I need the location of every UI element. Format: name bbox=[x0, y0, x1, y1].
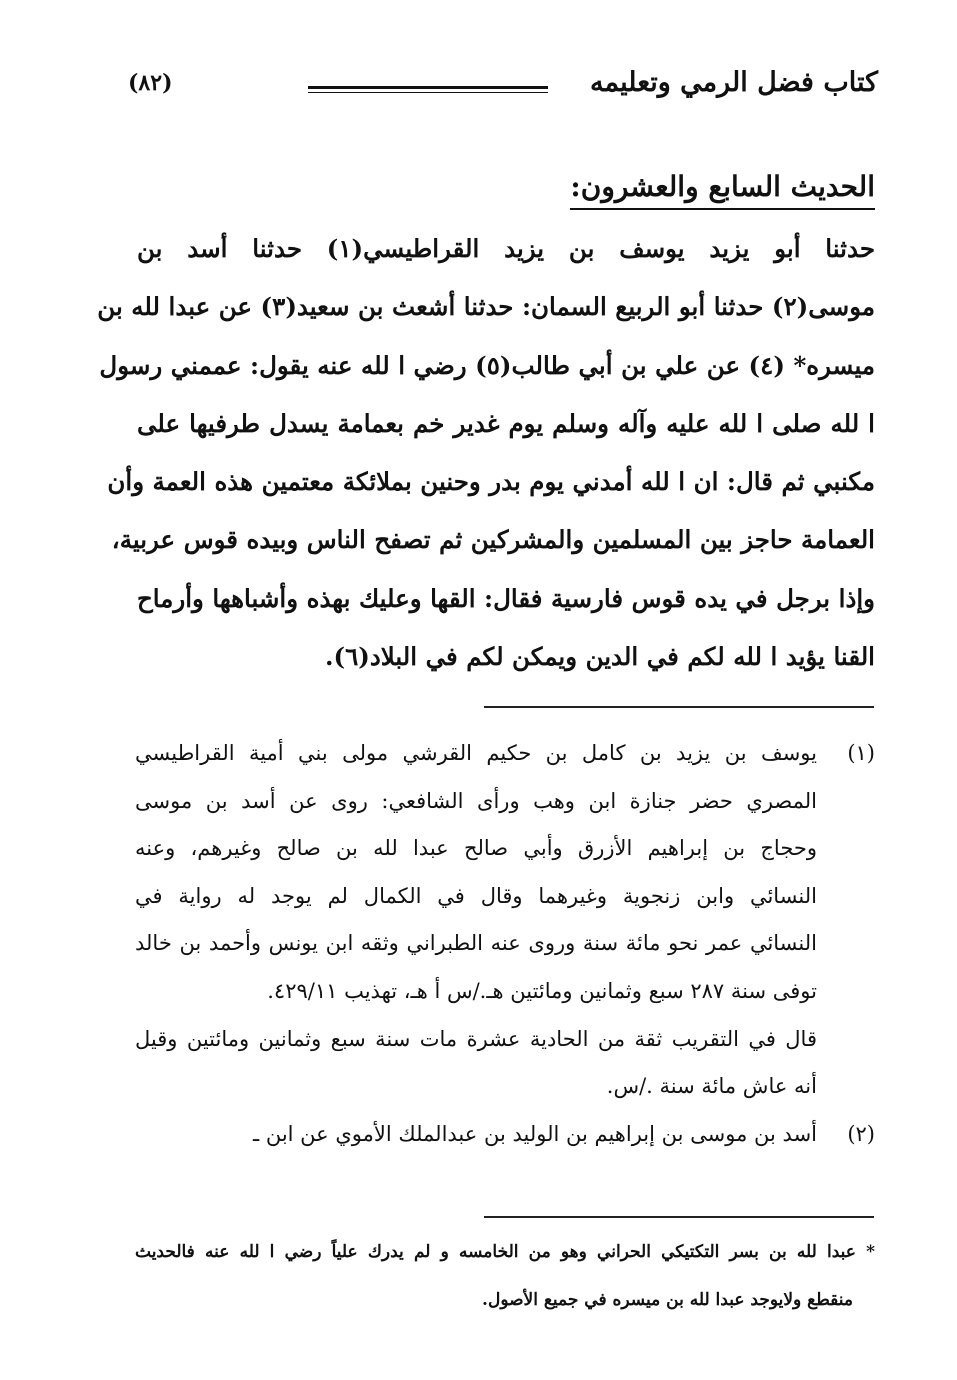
header-rule-thin bbox=[308, 92, 548, 93]
footnote-line: وحجاج بن إبراهيم الأزرق وأبي صالح عبدا لله بن صالح وغيرهم، وعنه bbox=[135, 836, 817, 861]
footnotes bbox=[135, 730, 875, 1158]
book-title: كتاب فضل الرمي وتعليمه bbox=[590, 67, 878, 98]
footnote-number: (١) bbox=[847, 741, 875, 765]
footnote-line: النسائي عمر نحو مائة سنة وروى عنه الطبراني وثقه ابن يونس وأحمد بن خالد bbox=[135, 931, 817, 956]
hadith-line: وإذا برجل في يده قوس فارسية فقال: القها وعليك بهذه وأشباهها وأرماح bbox=[136, 583, 875, 613]
note-separator bbox=[484, 1216, 874, 1218]
editor-note-line: منقطع ولايوجد عبدا لله بن ميسره في جميع الأصول. bbox=[482, 1290, 853, 1310]
page-number: (٨٢) bbox=[128, 70, 173, 96]
header-rule bbox=[308, 86, 548, 89]
footnote-2 bbox=[135, 1111, 875, 1159]
footnote-line: المصري حضر جنازة ابن وهب ورأى الشافعي: روى عن أسد بن موسى bbox=[135, 788, 817, 813]
hadith-line: مكنبي ثم قال: ان ا لله أمدني يوم بدر وحنين بملائكة معتمين هذه العمة وأن bbox=[107, 467, 875, 497]
footnote-separator bbox=[484, 706, 874, 708]
hadith-line: ميسره* (٤) عن علي بن أبي طالب(٥) رضي ا لله عنه يقول: عممني رسول bbox=[99, 350, 875, 380]
footnote-line: قال في التقريب ثقة من الحادية عشرة مات سنة سبع وثمانين ومائتين وقيل bbox=[135, 1026, 817, 1051]
footnote-number: (٢) bbox=[847, 1121, 875, 1146]
section-heading: الحديث السابع والعشرون: bbox=[570, 168, 875, 210]
footnote-line: أسد بن موسى بن إبراهيم بن الوليد بن عبدالملك الأموي عن ابن ـ bbox=[253, 1121, 817, 1146]
hadith-line: حدثنا أبو يزيد يوسف بن يزيد القراطيسي(١) حدثنا أسد بن bbox=[137, 234, 875, 263]
hadith-line: ا لله صلى ا لله عليه وآله وسلم يوم غدير خم بعمامة يسدل طرفيها على bbox=[137, 408, 875, 438]
footnote-1 bbox=[135, 730, 875, 1111]
page-header bbox=[128, 66, 878, 106]
hadith-line: القنا يؤيد ا لله لكم في الدين ويمكن لكم في البلاد(٦). bbox=[324, 642, 875, 672]
editor-note bbox=[135, 1228, 875, 1324]
footnote-line: أنه عاش مائة سنة ./س. bbox=[606, 1074, 817, 1099]
footnote-line: يوسف بن يزيد بن كامل بن حكيم القرشي مولى بني أمية القراطيسي bbox=[135, 741, 817, 765]
hadith-line: العمامة حاجز بين المسلمين والمشركين ثم تصفح الناس وبيده قوس عربية، bbox=[111, 525, 875, 555]
hadith-line: موسى(٢) حدثنا أبو الربيع السمان: حدثنا أشعث بن سعيد(٣) عن عبدا لله بن bbox=[97, 292, 875, 322]
footnote-line: توفى سنة ٢٨٧ سبع وثمانين ومائتين هـ./س أ هـ، تهذيب ٤٢٩/١١. bbox=[267, 978, 817, 1003]
star-marker: * bbox=[866, 1242, 875, 1262]
editor-note-text: عبدا لله بن بسر التكتيكي الحراني وهو من الخامسه و لم يدرك علياً رضي ا لله عنه فالحديث bbox=[135, 1242, 856, 1262]
hadith-text bbox=[97, 220, 875, 686]
editor-note-line bbox=[135, 1228, 875, 1276]
footnote-line: النسائي وابن زنجوية وغيرهما وقال في الكمال لم يوجد له رواية في bbox=[135, 883, 817, 908]
